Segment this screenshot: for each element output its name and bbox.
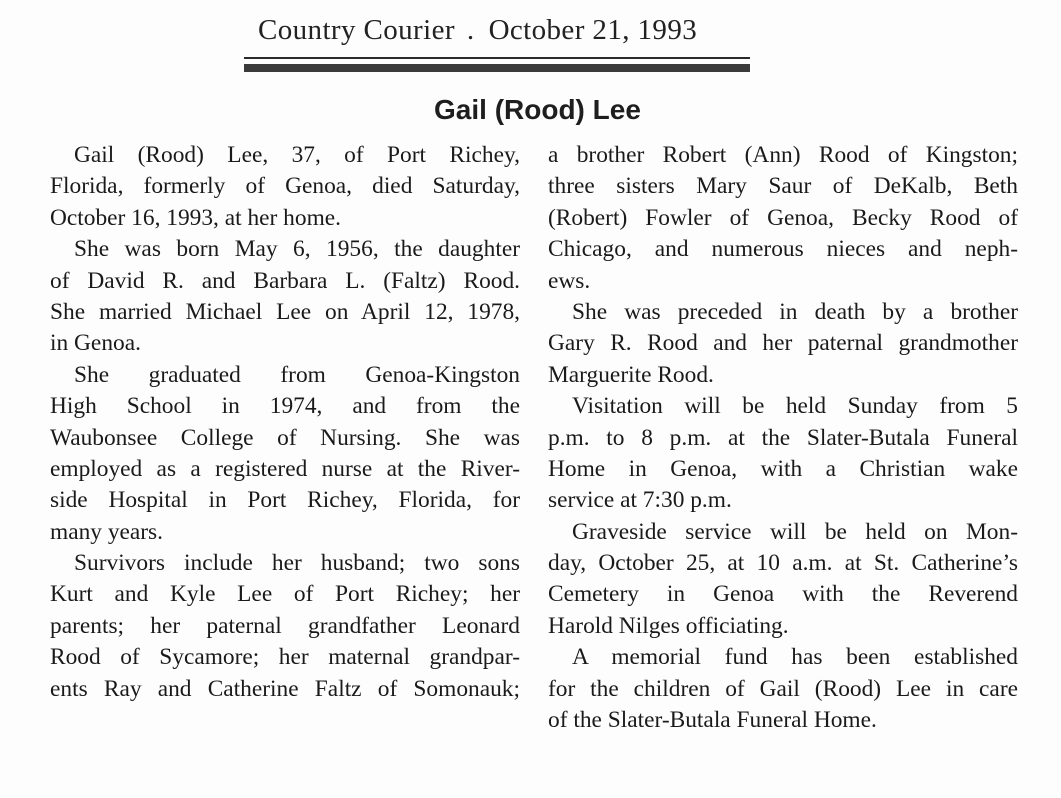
body-text-line: Rood of Sycamore; her maternal grandpar-	[50, 644, 520, 671]
body-text-line: Gary R. Rood and her paternal grandmother	[548, 330, 1018, 357]
text-column-right	[548, 140, 1018, 736]
body-text-line: Chicago, and numerous nieces and neph-	[548, 236, 1018, 263]
body-text-line: a brother Robert (Ann) Rood of Kingston;	[548, 142, 1018, 168]
body-text-line: p.m. to 8 p.m. at the Slater-Butala Funeral	[548, 424, 1018, 451]
body-text-line: employed as a registered nurse at the River-	[50, 455, 520, 482]
body-text-line: Florida, formerly of Genoa, died Saturday,	[50, 173, 520, 200]
masthead-separator: .	[466, 14, 475, 46]
body-text-line: side Hospital in Port Richey, Florida, for	[50, 487, 520, 514]
publication-date: October 21, 1993	[488, 14, 698, 46]
body-text-line: Visitation will be held Sunday from 5	[572, 393, 1018, 420]
body-text-line: many years.	[50, 518, 164, 545]
body-text-line: Cemetery in Genoa with the Reverend	[548, 581, 1018, 608]
body-text-line: Graveside service will be held on Mon-	[572, 518, 1018, 545]
body-text-line: ews.	[548, 267, 591, 294]
body-text-line: Survivors include her husband; two sons	[74, 550, 520, 577]
masthead	[258, 14, 697, 47]
publication-name: Country Courier	[258, 14, 455, 46]
masthead-rule-thick	[244, 64, 750, 72]
body-text-line: She was born May 6, 1956, the daughter	[74, 236, 520, 263]
body-text-line: (Robert) Fowler of Genoa, Becky Rood of	[548, 204, 1018, 231]
body-text-line: day, October 25, at 10 a.m. at St. Catherine’s	[548, 550, 1018, 577]
body-text-line: Gail (Rood) Lee, 37, of Port Richey,	[74, 142, 520, 168]
body-text-line: High School in 1974, and from the	[50, 393, 520, 420]
body-text-line: for the children of Gail (Rood) Lee in care	[548, 675, 1018, 702]
body-text-line: Marguerite Rood.	[548, 361, 714, 388]
body-text-line: in Genoa.	[50, 330, 141, 357]
body-text-line: Kurt and Kyle Lee of Port Richey; her	[50, 581, 520, 608]
body-text-line: three sisters Mary Saur of DeKalb, Beth	[548, 173, 1018, 200]
body-text-line: October 16, 1993, at her home.	[50, 204, 342, 231]
body-text-line: A memorial fund has been established	[572, 644, 1018, 671]
body-text-line: of David R. and Barbara L. (Faltz) Rood.	[50, 267, 520, 294]
body-text-line: Home in Genoa, with a Christian wake	[548, 455, 1018, 482]
body-text-line: She was preceded in death by a brother	[572, 298, 1018, 325]
obituary-headline: Gail (Rood) Lee	[434, 94, 641, 125]
body-text-line: Harold Nilges officiating.	[548, 612, 789, 639]
body-text-line: She graduated from Genoa-Kingston	[74, 361, 520, 388]
body-text-line: service at 7:30 p.m.	[548, 487, 732, 514]
body-text-line: of the Slater-Butala Funeral Home.	[548, 707, 877, 734]
text-column-left	[50, 140, 520, 705]
body-text-line: She married Michael Lee on April 12, 1978,	[50, 298, 520, 325]
body-text-line: parents; her paternal grandfather Leonard	[50, 612, 520, 639]
body-text-line: ents Ray and Catherine Faltz of Somonauk;	[50, 675, 520, 702]
body-text-line: Waubonsee College of Nursing. She was	[50, 424, 520, 451]
masthead-rule-thin	[244, 57, 750, 59]
